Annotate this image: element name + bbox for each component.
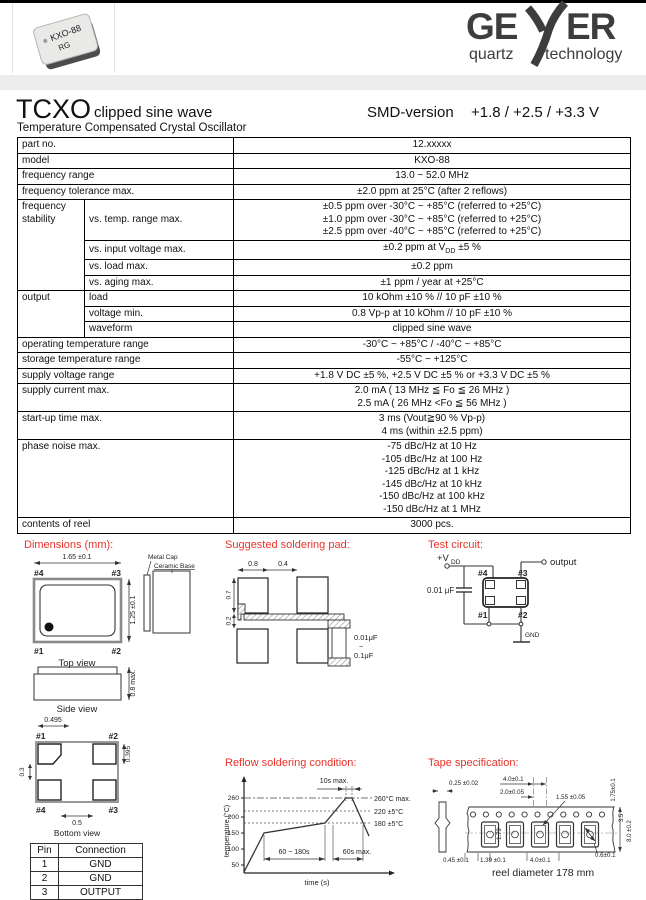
top-view-pin2: #2 [111,646,121,656]
spec-value-vs-temp [234,200,631,241]
spec-value-part-no: 12.xxxxx [234,138,631,154]
spec-value-load: 10 kOhm ±10 % // 10 pF ±10 % [234,291,631,307]
reflow-ann-180: 180 ±5°C [374,821,404,828]
test-circuit-heading: Test circuit: [428,539,484,551]
pin-1-connection: GND [59,858,143,872]
reflow-y-axis-label: temperature (°C) [224,804,231,858]
tape-dim-40-bottom: 4.0±0.1 [530,857,551,864]
spec-value-waveform: clipped sine wave [234,322,631,338]
spec-label-storage-temp: storage temperature range [18,353,234,369]
vdd-label: +V [437,553,449,564]
pin-3-number: 3 [31,886,59,900]
test-pin2: #2 [518,610,528,620]
table-row [18,337,631,353]
spec-value-model: KXO-88 [234,153,631,169]
spec-value-frequency-range: 13.0 ~ 52.0 MHz [234,169,631,185]
solder-pad-drawing [225,557,418,707]
reflow-chart [222,773,432,890]
tape-dim-06: 0.6±0.1 [595,852,616,859]
pin-connection-table [30,843,143,900]
test-cap-value: 0.01 μF [427,586,455,595]
pad-dim-02: 0.2 [225,616,233,626]
dim-bottom-03: 0.3 [19,767,26,777]
tape-dim-20: 2.0±0.05 [500,789,525,796]
logo-text-ge: GE [466,6,518,47]
metal-cap-label: Metal Cap [148,554,178,561]
pad-dim-07: 0.7 [225,590,233,600]
spec-value-operating-temp: -30°C ~ +85°C / -40°C ~ +85°C [234,337,631,353]
reflow-ann-60s: 60s max. [342,849,372,856]
tape-dim-35: 3.5 [619,813,625,823]
reflow-tick-50: 50 [231,862,239,869]
vs-input-post: ±5 % [455,241,481,253]
supply-current-line-1: 2.0 mA ( 13 MHz ≦ Fo ≦ 26 MHz ) [354,385,510,396]
table-row [18,518,631,534]
title-smd-version: SMD-version [367,104,454,121]
table-row [18,240,631,260]
startup-line-1: 3 ms (Vout≧90 % Vp-p) [378,413,486,424]
cap-base-profile-drawing [142,551,208,647]
spec-label-operating-temp: operating temperature range [18,337,234,353]
spec-label-frequency-range: frequency range [18,169,234,185]
spec-value-voltage-min: 0.8 Vp-p at 10 kOhm // 10 pF ±10 % [234,306,631,322]
reflow-tick-260: 260 [227,795,239,802]
vs-temp-line-1: ±0.5 ppm over -30°C ~ +85°C (referred to +25°C) [322,201,542,212]
test-pin4: #4 [478,568,488,578]
reflow-tick-100: 100 [227,846,239,853]
tape-dim-40-top: 4.0±0.1 [503,776,524,783]
spec-value-startup-time [234,412,631,440]
tape-dim-155: 1.55 ±0.05 [556,794,586,801]
spec-label-supply-voltage: supply voltage range [18,368,234,384]
product-photo [12,3,115,73]
table-row [18,275,631,291]
phase-noise-line-3: -125 dBc/Hz at 1 kHz [384,466,480,477]
spec-value-vs-input-voltage [234,240,631,260]
reflow-heading: Reflow soldering condition: [225,757,357,769]
top-view-pin3: #3 [111,568,121,578]
table-row [18,384,631,412]
tape-dim-025: 0.25 ±0.02 [449,780,479,787]
table-row [31,872,143,886]
bottom-view-drawing [20,715,142,837]
spec-value-vs-aging: ±1 ppm / year at +25°C [234,275,631,291]
logo-tagline-technology: technology [545,46,623,63]
spec-group-frequency-stability: frequency stability [18,200,85,291]
supply-current-line-2: 2.5 mA ( 26 MHz <Fo ≦ 56 MHz ) [357,397,507,409]
pin-2-number: 2 [31,872,59,886]
table-row [31,886,143,900]
reflow-ann-220: 220 ±5°C [374,809,404,816]
spec-label-phase-noise: phase noise max. [18,440,234,518]
spec-label-part-no: part no. [18,138,234,154]
dim-bottom-05: 0.5 [72,820,82,827]
header-divider-band [0,75,646,90]
vs-temp-line-3: ±2.5 ppm over -40°C ~ +85°C (referred to +25°C) [322,226,542,237]
top-view-pin4: #4 [34,568,44,578]
test-circuit-drawing [425,551,645,686]
spec-label-voltage-min: voltage min. [85,306,234,322]
side-view-drawing [20,661,142,715]
reel-diameter-caption: reel diameter 178 mm [491,867,595,879]
diagrams-section [0,535,646,898]
spec-value-storage-temp: -55°C ~ +125°C [234,353,631,369]
title-voltages: +1.8 / +2.5 / +3.3 V [471,104,600,121]
pin-1-number: 1 [31,858,59,872]
chip-marking-model: KXO-88 [48,22,83,44]
tape-dim-175: 1.75±0.1 [611,778,617,802]
spec-label-supply-current: supply current max. [18,384,234,412]
dim-top-height: 1.25 ±0.1 [130,595,137,625]
spec-label-frequency-tolerance: frequency tolerance max. [18,184,234,200]
spec-label-load: load [85,291,234,307]
dimensions-heading: Dimensions (mm): [24,539,114,551]
chip-photo-illustration [13,3,114,73]
test-pin1: #1 [478,610,488,620]
reflow-tick-150: 150 [227,830,239,837]
tape-heading: Tape specification: [428,757,519,769]
ceramic-base-label: Ceramic Base [154,563,195,570]
phase-noise-line-2: -105 dBc/Hz at 100 Hz [381,453,483,465]
vdd-subscript: DD [445,247,456,255]
dim-bottom-0495: 0.495 [44,717,62,724]
table-row [18,322,631,338]
table-row [18,306,631,322]
pad-dim-08: 0.8 [248,561,258,568]
output-label: output [550,557,577,568]
table-row [18,153,631,169]
top-view-caption: Top view [58,658,96,669]
table-row [18,138,631,154]
phase-noise-line-4: -145 dBc/Hz at 10 kHz [381,478,483,490]
reflow-tick-200: 200 [227,814,239,821]
bottom-view-pin1: #1 [36,731,46,741]
pad-dim-04: 0.4 [278,561,288,568]
pad-cap-value-max: 0.1μF [354,651,374,660]
pad-cap-tilde: ~ [359,642,364,651]
startup-line-2: 4 ms (within ±2.5 ppm) [381,425,483,437]
dim-side-height: 0.8 max. [130,669,137,697]
spec-label-waveform: waveform [85,322,234,338]
top-view-drawing [20,551,142,669]
table-row [18,260,631,276]
tape-drawing [425,773,646,890]
pad-cap-value-min: 0.01μF [354,633,378,642]
dim-top-width: 1.65 ±0.1 [62,554,92,561]
tape-dim-179: 1.79 [497,828,503,840]
solder-pad-heading: Suggested soldering pad: [225,539,350,551]
spec-label-model: model [18,153,234,169]
reflow-x-axis-label: time (s) [304,878,330,887]
vs-temp-line-2: ±1.0 ppm over -30°C ~ +85°C (referred to +25°C) [322,213,542,225]
bottom-view-caption: Bottom view [53,828,101,838]
gnd-label: GND [525,632,540,639]
title-description: Temperature Compensated Crystal Oscillator [17,122,247,134]
pin-3-connection: OUTPUT [59,886,143,900]
table-row [18,353,631,369]
spec-label-reel-contents: contents of reel [18,518,234,534]
bottom-view-pin3: #3 [108,805,118,815]
title-variant: clipped sine wave [94,104,213,121]
table-row [31,844,143,858]
reflow-ann-10s: 10s max. [319,778,349,785]
connection-col-header: Connection [59,844,143,858]
spec-group-output: output [18,291,85,338]
table-row [18,412,631,440]
dim-bottom-0395: 0.395 [125,745,132,763]
table-row [18,291,631,307]
pin-2-connection: GND [59,872,143,886]
tape-dim-139: 1.39 ±0.1 [480,857,506,864]
geyer-logo [466,6,644,70]
tape-dim-045: 0.45 ±0.1 [443,857,469,864]
top-view-pin1: #1 [34,646,44,656]
spec-value-frequency-tolerance: ±2.0 ppm at 25°C (after 2 reflows) [234,184,631,200]
page-title: TCXO [16,94,92,124]
tape-dim-80: 8.0 ±0.2 [627,820,633,842]
spec-label-vs-load: vs. load max. [85,260,234,276]
phase-noise-line-1: -75 dBc/Hz at 10 Hz [387,441,477,452]
table-row [18,368,631,384]
spec-value-supply-voltage: +1.8 V DC ±5 %, +2.5 V DC ±5 % or +3.3 V DC ±5 % [234,368,631,384]
spec-label-vs-aging: vs. aging max. [85,275,234,291]
spec-value-phase-noise [234,440,631,518]
phase-noise-line-6: -150 dBc/Hz at 1 MHz [383,503,481,515]
spec-label-vs-input-voltage: vs. input voltage max. [85,240,234,260]
spec-value-vs-load: ±0.2 ppm [234,260,631,276]
spec-label-startup-time: start-up time max. [18,412,234,440]
table-row [18,184,631,200]
table-row [18,440,631,518]
bottom-view-pin4: #4 [36,805,46,815]
bottom-view-pin2: #2 [108,731,118,741]
logo-text-er: ER [566,6,616,47]
vs-input-pre: ±0.2 ppm at V [383,241,446,253]
table-row [18,200,631,241]
spec-value-reel-contents: 3000 pcs. [234,518,631,534]
pin-col-header: Pin [31,844,59,858]
reflow-ann-260: 260°C max. [374,796,411,803]
table-row [31,858,143,872]
logo-tagline-quartz: quartz [469,46,514,63]
vdd-subscript: DD [451,559,461,566]
test-pin3: #3 [518,568,528,578]
table-row [18,169,631,185]
reflow-ann-60-180s: 60 ~ 180s [278,849,310,856]
chip-marking-code: RG [57,40,72,53]
spec-value-supply-current [234,384,631,412]
spec-table [17,137,631,534]
phase-noise-line-5: -150 dBc/Hz at 100 kHz [379,491,485,502]
spec-label-vs-temp: vs. temp. range max. [85,200,234,241]
side-view-caption: Side view [56,704,98,715]
